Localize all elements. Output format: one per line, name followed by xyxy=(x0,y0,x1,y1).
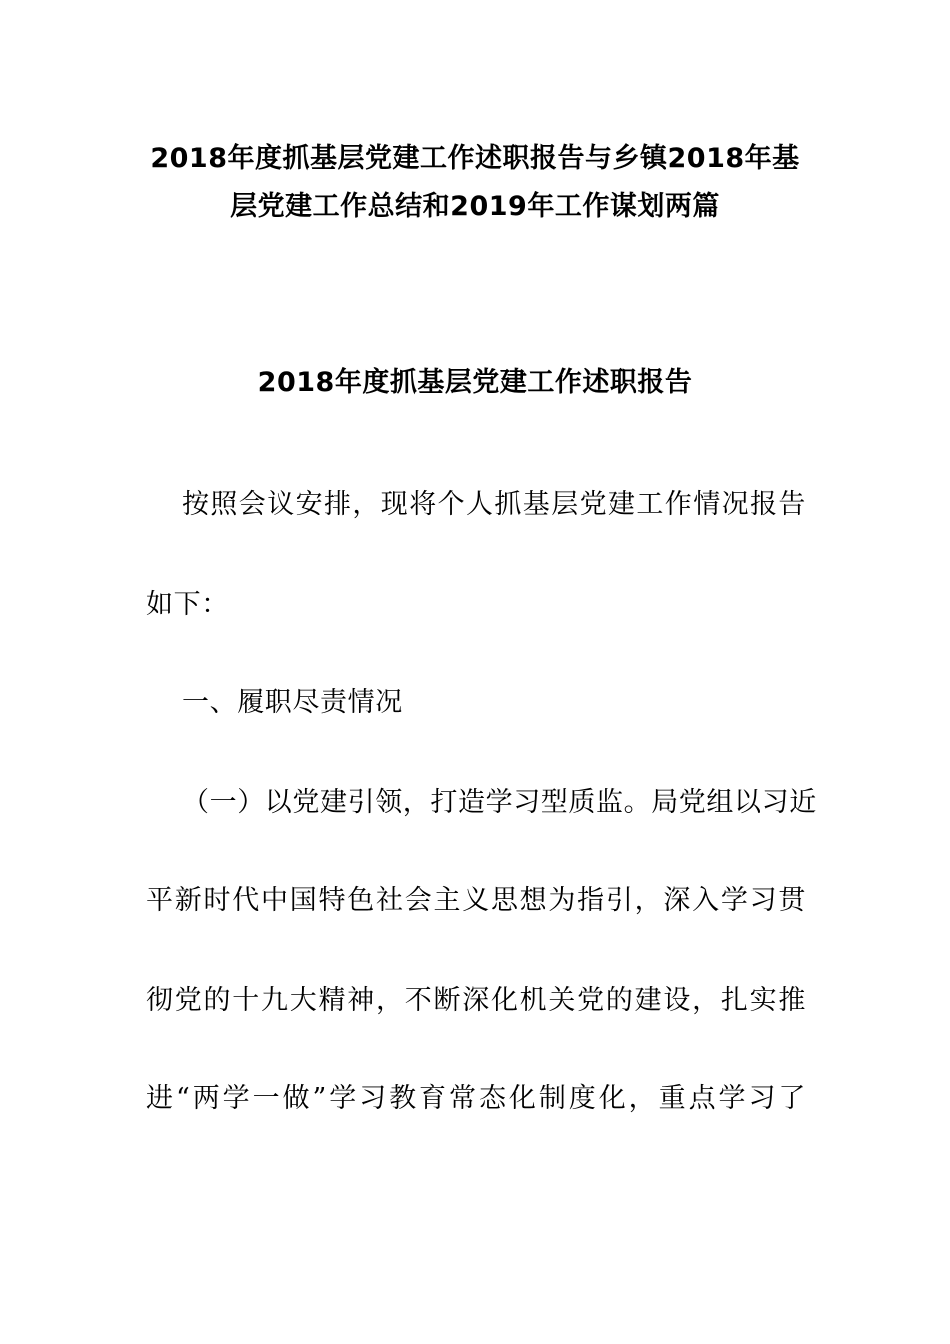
paragraph-line: 平新时代中国特色社会主义思想为指引，深入学习贯 xyxy=(146,885,806,916)
section-title: 2018年度抓基层党建工作述职报告 xyxy=(257,367,693,398)
paragraph-line: （一）以党建引领，打造学习型质监。局党组以习近 xyxy=(182,787,817,818)
document-title-line-2: 层党建工作总结和2019年工作谋划两篇 xyxy=(230,191,720,222)
paragraph-line: 如下： xyxy=(146,589,229,620)
section-heading: 一、履职尽责情况 xyxy=(182,687,403,718)
paragraph-line: 彻党的十九大精神，不断深化机关党的建设，扎实推 xyxy=(146,985,806,1016)
document-title-line-1: 2018年度抓基层党建工作述职报告与乡镇2018年基 xyxy=(150,143,800,174)
paragraph-line: 进“两学一做”学习教育常态化制度化，重点学习了 xyxy=(146,1083,806,1114)
paragraph-line: 按照会议安排，现将个人抓基层党建工作情况报告 xyxy=(182,489,806,520)
